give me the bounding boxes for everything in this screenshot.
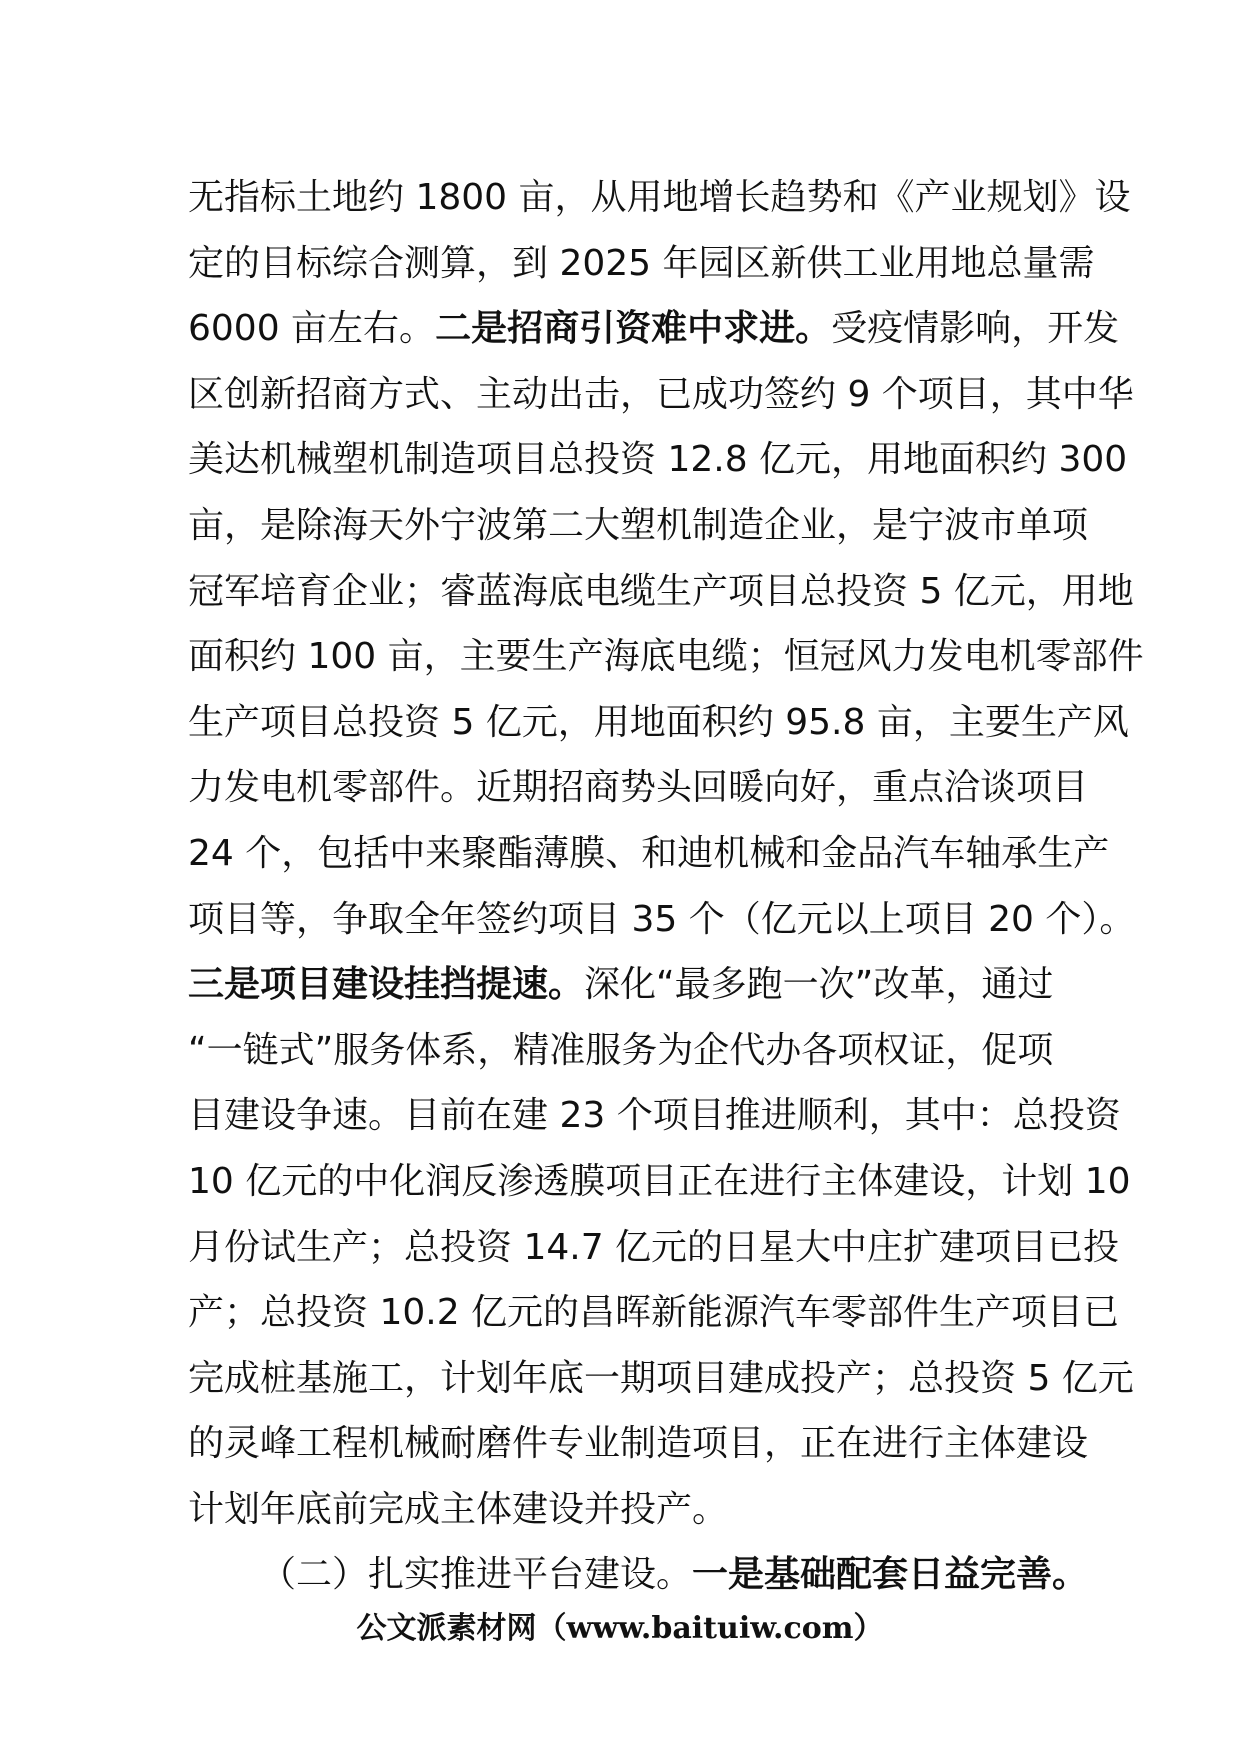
text-line [188, 427, 1128, 493]
text-line [188, 1477, 1058, 1543]
text-line [188, 952, 1058, 1018]
text-line [188, 887, 1136, 953]
text-line [188, 1411, 1089, 1477]
text-run: 6000 亩左右。 [188, 308, 436, 350]
bold-heading-run: 一是基础配套日益完善。 [692, 1554, 1089, 1596]
text-run: 月份试生产；总投资 14.7 亿元的日星大中庄扩建项目已投 [188, 1226, 1120, 1268]
text-line [188, 690, 1129, 756]
text-run: 目建设争速。目前在建 23 个项目推进顺利，其中：总投资 [188, 1095, 1121, 1137]
text-run: 产；总投资 10.2 亿元的昌晖新能源汽车零部件生产项目已 [188, 1292, 1120, 1334]
text-run: 定的目标综合测算，到 2025 年园区新供工业用地总量需 [188, 242, 1095, 284]
text-line [188, 231, 1095, 297]
text-line [188, 821, 1110, 887]
text-run: 区创新招商方式、主动出击，已成功签约 9 个项目，其中华 [188, 373, 1134, 415]
text-run: 项目等，争取全年签约项目 35 个（亿元以上项目 20 个）。 [188, 898, 1136, 940]
section-heading-line [188, 1542, 1089, 1608]
text-line [188, 1149, 1131, 1215]
text-run: 美达机械塑机制造项目总投资 12.8 亿元，用地面积约 300 [188, 439, 1128, 481]
text-line [188, 1018, 1058, 1084]
text-line [188, 1215, 1120, 1281]
text-run: 面积约 100 亩，主要生产海底电缆；恒冠风力发电机零部件 [188, 636, 1144, 678]
text-line [188, 362, 1134, 428]
text-run: 生产项目总投资 5 亿元，用地面积约 95.8 亩，主要生产风 [188, 701, 1129, 743]
text-line [188, 493, 1089, 559]
text-line [188, 559, 1134, 625]
text-run: 亩，是除海天外宁波第二大塑机制造企业，是宁波市单项 [188, 504, 1089, 546]
text-run: 深化“最多跑一次”改革，通过 [584, 964, 1054, 1006]
body-text [188, 165, 1144, 1608]
text-run: 冠军培育企业；睿蓝海底电缆生产项目总投资 5 亿元，用地 [188, 570, 1134, 612]
text-line [188, 755, 1089, 821]
text-run: 完成桩基施工，计划年底一期项目建成投产；总投资 5 亿元 [188, 1357, 1134, 1399]
text-line [188, 1346, 1134, 1412]
text-line [188, 1280, 1120, 1346]
text-run: 24 个，包括中来聚酯薄膜、和迪机械和金品汽车轴承生产 [188, 832, 1110, 874]
text-line [188, 165, 1131, 231]
text-run: 受疫情影响，开发 [831, 308, 1120, 350]
text-line [188, 296, 1120, 362]
watermark-footer: 公文派素材网（www.baituiw.com） [356, 1611, 884, 1646]
section-heading: （二）扎实推进平台建设。 [260, 1554, 693, 1596]
text-run: “一链式”服务体系，精准服务为企代办各项权证，促项 [188, 1029, 1054, 1071]
text-line [188, 624, 1144, 690]
text-run: 的灵峰工程机械耐磨件专业制造项目，正在进行主体建设 [188, 1423, 1089, 1465]
text-run: 10 亿元的中化润反渗透膜项目正在进行主体建设，计划 10 [188, 1160, 1131, 1202]
text-line [188, 1083, 1121, 1149]
bold-heading-run: 二是招商引资难中求进。 [435, 308, 832, 350]
bold-heading-run: 三是项目建设挂挡提速。 [188, 964, 585, 1006]
text-run: 力发电机零部件。近期招商势头回暖向好，重点洽谈项目 [188, 767, 1089, 809]
text-run: 无指标土地约 1800 亩，从用地增长趋势和《产业规划》设 [188, 177, 1131, 218]
text-run: 计划年底前完成主体建设并投产。 [188, 1488, 729, 1530]
